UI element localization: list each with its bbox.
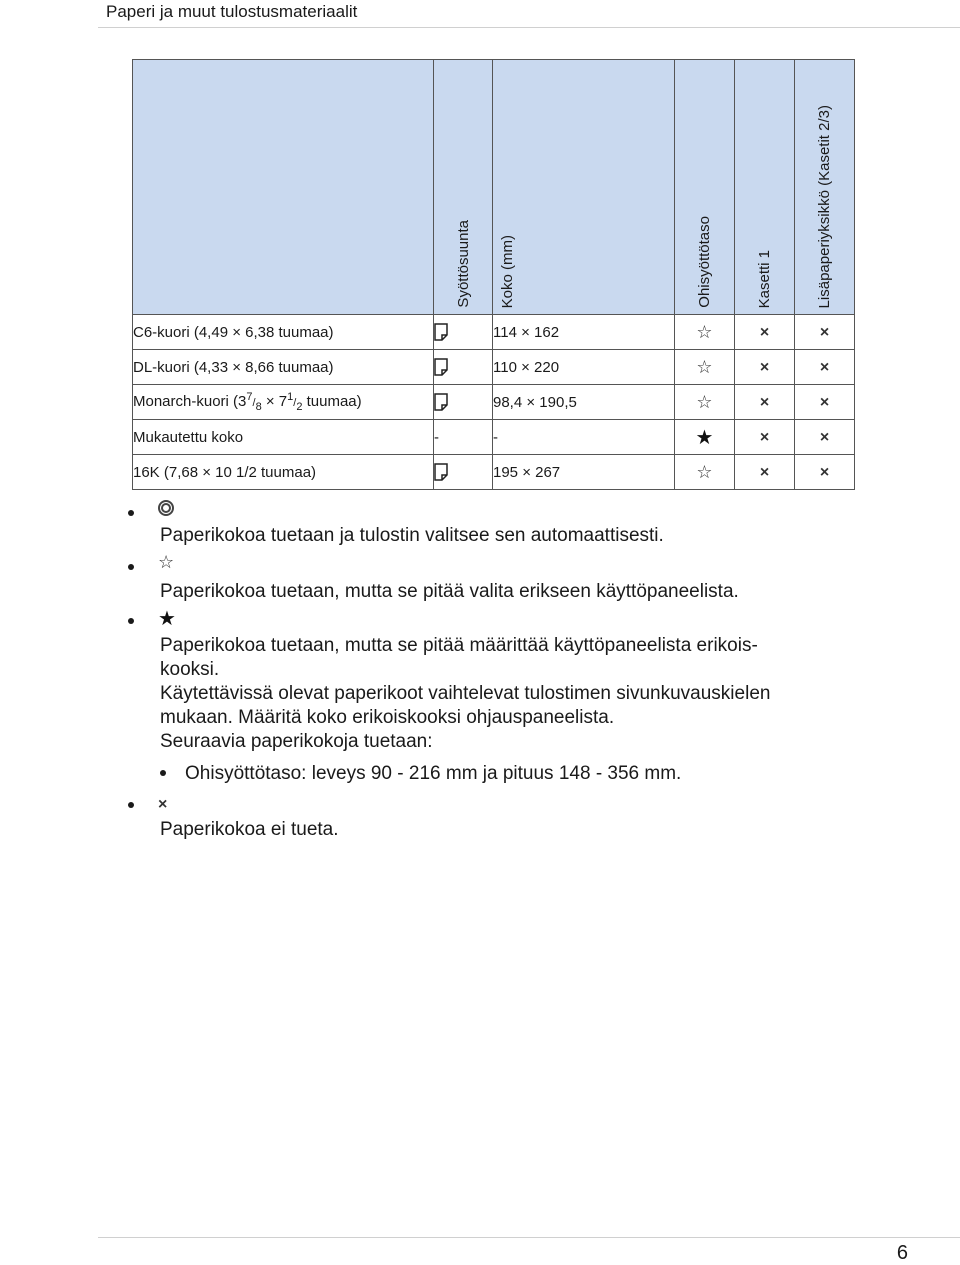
star-outline-icon: ☆ xyxy=(675,315,735,350)
table-row xyxy=(133,350,855,385)
portrait-feed-icon xyxy=(434,350,493,385)
table-row xyxy=(133,315,855,350)
row-name: DL-kuori (4,33 × 8,66 tuumaa) xyxy=(133,350,434,385)
legend-unsupported-text: Paperikokoa ei tueta. xyxy=(160,819,339,840)
cross-icon: × xyxy=(795,350,855,385)
cross-icon: × xyxy=(735,350,795,385)
portrait-feed-icon xyxy=(434,315,493,350)
row-size: - xyxy=(493,420,675,455)
star-outline-icon: ☆ xyxy=(675,350,735,385)
portrait-feed-icon xyxy=(434,455,493,490)
header-rule xyxy=(98,27,960,28)
cross-icon: × xyxy=(795,420,855,455)
table-row xyxy=(133,455,855,490)
sub-bullet xyxy=(160,770,166,776)
header-tray-1: Kasetti 1 xyxy=(735,60,795,315)
row-size: 114 × 162 xyxy=(493,315,675,350)
cross-icon: × xyxy=(735,385,795,420)
star-filled-icon: ★ xyxy=(158,608,176,630)
row-size: 195 × 267 xyxy=(493,455,675,490)
legend-custom-text-5: Seuraavia paperikokoja tuetaan: xyxy=(160,731,433,752)
row-name: 16K (7,68 × 10 1/2 tuumaa) xyxy=(133,455,434,490)
table-header-row xyxy=(133,60,855,315)
row-size: 110 × 220 xyxy=(493,350,675,385)
table-row xyxy=(133,385,855,420)
legend-auto-text: Paperikokoa tuetaan ja tulostin valitsee sen automaattisesti. xyxy=(160,525,664,546)
legend-custom-text-2: kooksi. xyxy=(160,659,220,680)
cross-icon: × xyxy=(795,385,855,420)
cross-icon: × xyxy=(795,315,855,350)
table-row xyxy=(133,420,855,455)
cross-icon: × xyxy=(735,315,795,350)
legend-custom-text-3: Käytettävissä olevat paperikoot vaihtelevat tulostimen sivunkuvauskielen xyxy=(160,683,771,704)
legend-custom-text-4: mukaan. Määritä koko erikoiskooksi ohjauspaneelista. xyxy=(160,707,615,728)
cross-icon: × xyxy=(735,455,795,490)
star-outline-icon: ☆ xyxy=(675,385,735,420)
bullet xyxy=(128,510,134,516)
row-size: 98,4 × 190,5 xyxy=(493,385,675,420)
legend-select-text: Paperikokoa tuetaan, mutta se pitää valita erikseen käyttöpaneelista. xyxy=(160,581,739,602)
bullet xyxy=(128,802,134,808)
portrait-feed-icon xyxy=(434,385,493,420)
header-paper-feed-unit: Lisäpaperiyksikkö (Kasetit 2/3) xyxy=(795,60,855,315)
paper-size-table xyxy=(132,59,855,490)
cross-icon: × xyxy=(795,455,855,490)
bullet xyxy=(128,564,134,570)
star-outline-icon: ☆ xyxy=(675,455,735,490)
cross-icon: × xyxy=(158,796,168,813)
star-outline-icon: ☆ xyxy=(158,552,175,572)
header-blank xyxy=(133,60,434,315)
header-bypass-tray: Ohisyöttötaso xyxy=(675,60,735,315)
concentric-circle-icon xyxy=(158,500,174,521)
cross-icon: × xyxy=(735,420,795,455)
row-feed: - xyxy=(434,420,493,455)
header-feed-direction: Syöttösuunta xyxy=(434,60,493,315)
bullet xyxy=(128,618,134,624)
legend-custom-text-1: Paperikokoa tuetaan, mutta se pitää määrittää käyttöpaneelista erikois- xyxy=(160,635,758,656)
row-name: Monarch-kuori ($3^7/_8 \times 7^1/_2$ tuumaa) xyxy=(133,385,434,420)
running-header: Paperi ja muut tulostusmateriaalit xyxy=(106,2,358,21)
row-name: Mukautettu koko xyxy=(133,420,434,455)
page-number: 6 xyxy=(896,1242,908,1264)
star-filled-icon: ★ xyxy=(675,420,735,455)
row-name: C6-kuori (4,49 × 6,38 tuumaa) xyxy=(133,315,434,350)
header-size-mm: Koko (mm) xyxy=(493,60,675,315)
legend-custom-sub: Ohisyöttötaso: leveys 90 - 216 mm ja pituus 148 - 356 mm. xyxy=(185,763,682,784)
footer-rule xyxy=(98,1237,960,1238)
